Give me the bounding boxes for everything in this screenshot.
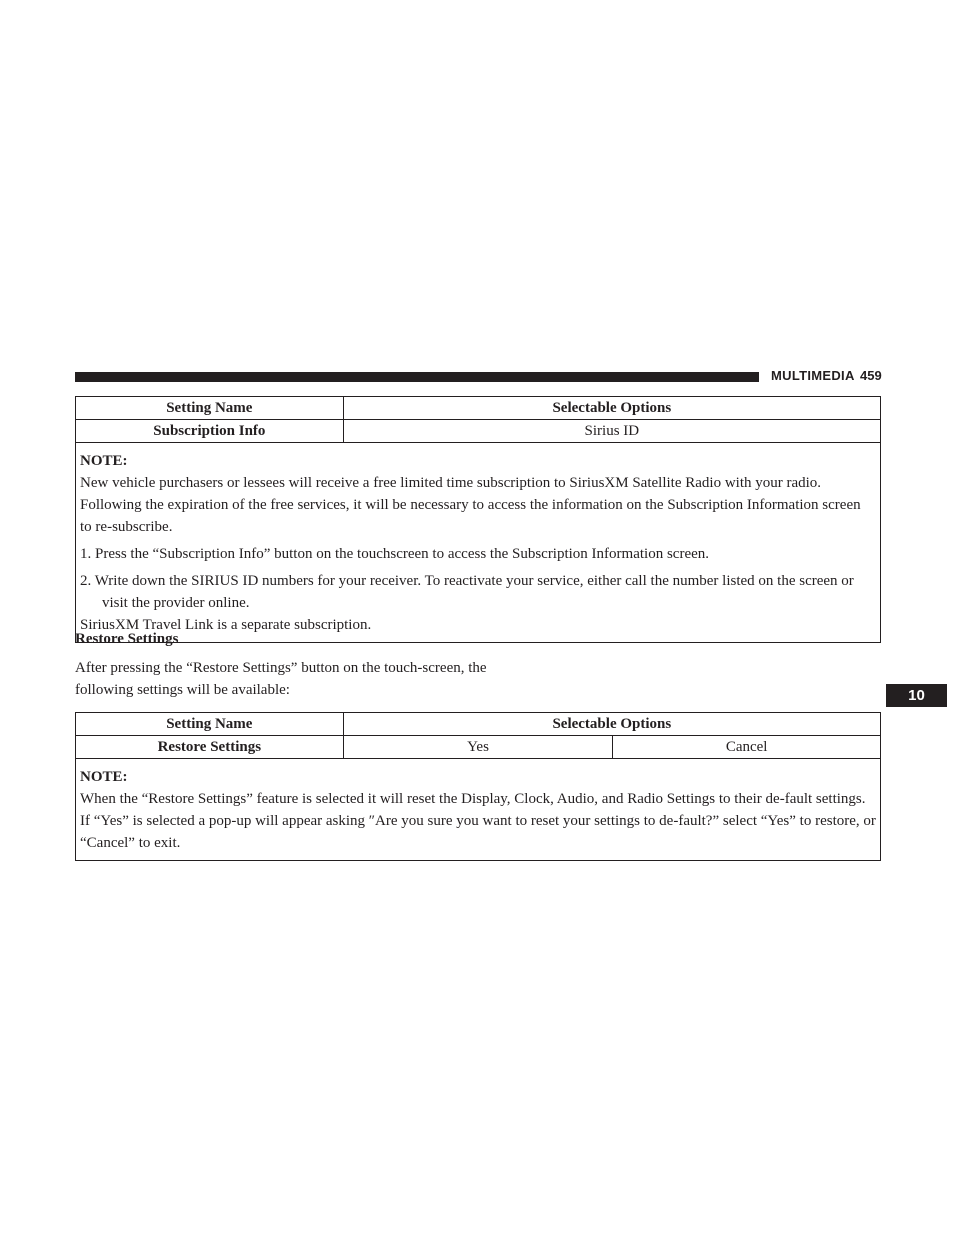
note-label: NOTE: xyxy=(80,769,128,785)
column-header-selectable-options: Selectable Options xyxy=(343,397,880,420)
subscription-settings-table xyxy=(75,396,881,643)
body-paragraph: After pressing the “Restore Settings” button on the touch-screen, the following settings will be available: xyxy=(75,660,487,698)
page-number: 459 xyxy=(860,368,882,383)
note-footer: SiriusXM Travel Link is a separate subscription. xyxy=(80,617,372,633)
note-text: When the “Restore Settings” feature is selected it will reset the Display, Clock, Audio, and Radio Settings to their de-fault settings. If “Yes” is selected a pop-up will appear asking ″Are you sure you want to reset your settings to de-fault?” select “Yes” to restore, or “Cancel” to exit. xyxy=(80,791,876,851)
setting-name-cell: Subscription Info xyxy=(76,420,344,443)
column-header-selectable-options: Selectable Options xyxy=(343,713,880,736)
note-row xyxy=(76,443,881,643)
note-step-1: 1. Press the “Subscription Info” button on the touchscreen to access the Subscription Information screen. xyxy=(80,546,710,562)
section-title: MULTIMEDIA xyxy=(771,368,855,383)
note-text: New vehicle purchasers or lessees will receive a free limited time subscription to SiriusXM Satellite Radio with your radio. Following the expiration of the free services, it will be necessary to access the information on the Subscription Information screen to re-subscribe. xyxy=(80,475,861,535)
note-cell xyxy=(76,759,881,861)
selectable-option-cell: Sirius ID xyxy=(343,420,880,443)
table-header-row xyxy=(76,397,881,420)
option-yes-cell: Yes xyxy=(343,736,613,759)
note-label: NOTE: xyxy=(80,453,128,469)
column-header-setting-name: Setting Name xyxy=(76,713,344,736)
table-row xyxy=(76,420,881,443)
column-header-setting-name: Setting Name xyxy=(76,397,344,420)
note-row xyxy=(76,759,881,861)
table-row xyxy=(76,736,881,759)
option-cancel-cell: Cancel xyxy=(613,736,881,759)
note-step-2: 2. Write down the SIRIUS ID numbers for your receiver. To reactivate your service, either call the number listed on the screen or visit the provider online. xyxy=(80,573,854,611)
table-header-row xyxy=(76,713,881,736)
section-heading: Restore Settings xyxy=(75,631,179,647)
chapter-tab: 10 xyxy=(886,684,947,707)
note-cell xyxy=(76,443,881,643)
header-rule xyxy=(75,372,759,382)
restore-settings-table xyxy=(75,712,881,861)
restore-settings-section xyxy=(75,628,505,701)
setting-name-cell: Restore Settings xyxy=(76,736,344,759)
